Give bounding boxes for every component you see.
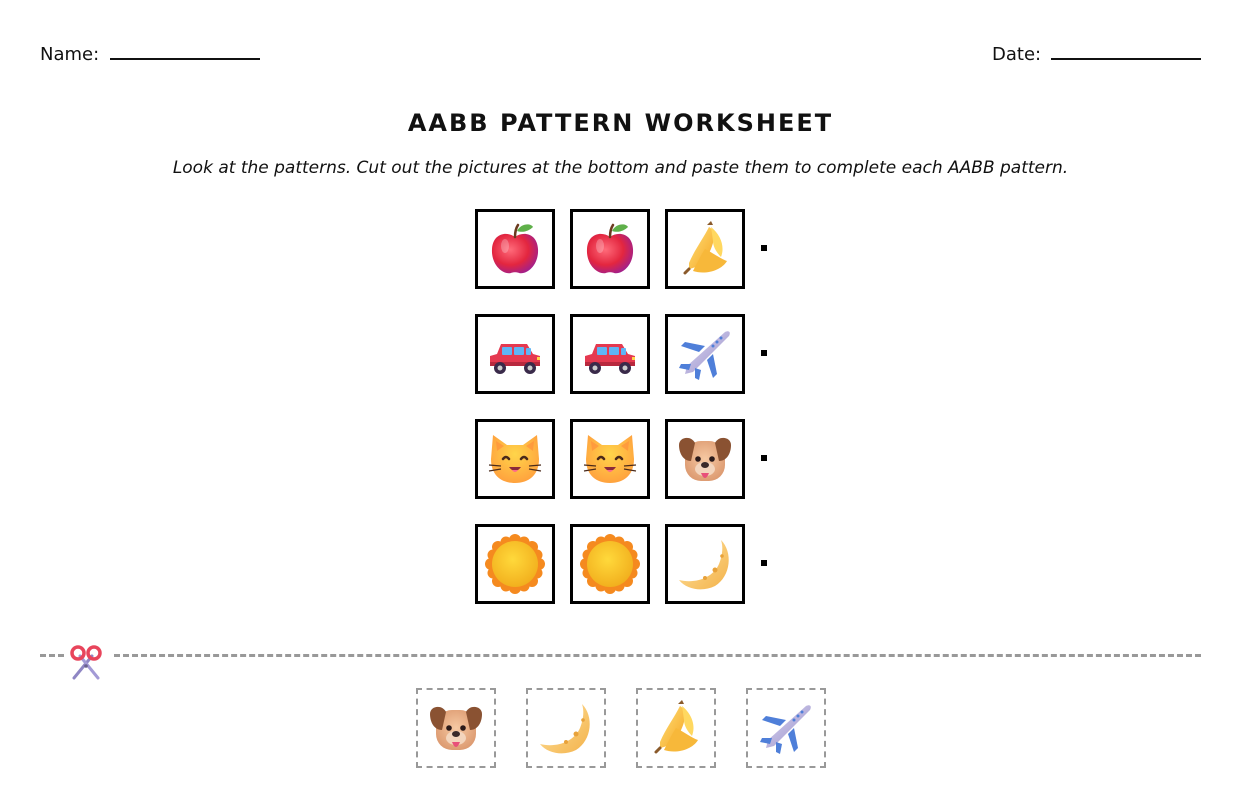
pattern-tile [570, 209, 650, 289]
date-field-line[interactable] [1051, 58, 1201, 60]
continuation-dot [761, 350, 767, 356]
crescent-moon-icon [675, 534, 735, 594]
instructions: Look at the patterns. Cut out the pictures at the bottom and paste them to complete each AABB pattern. [172, 158, 1069, 178]
car-icon [485, 324, 545, 384]
airplane-icon [675, 324, 735, 384]
cut-line [114, 654, 1201, 657]
pattern-tile [570, 524, 650, 604]
name-label: Name: [40, 44, 100, 65]
cutout-card[interactable] [636, 688, 716, 768]
continuation-dot [761, 560, 767, 566]
date-label: Date: [992, 44, 1042, 65]
name-field-line[interactable] [110, 58, 260, 60]
pattern-tile [665, 314, 745, 394]
pattern-tile [665, 209, 745, 289]
crescent-moon-icon [536, 698, 596, 758]
cutout-card[interactable] [416, 688, 496, 768]
cut-line [40, 654, 64, 657]
cat-face-icon [485, 429, 545, 489]
dog-face-icon [426, 698, 486, 758]
pattern-tile [475, 209, 555, 289]
pattern-tile [570, 314, 650, 394]
pattern-tile [665, 419, 745, 499]
sun-icon [580, 534, 640, 594]
sun-icon [485, 534, 545, 594]
banana-icon [646, 698, 706, 758]
continuation-dot [761, 245, 767, 251]
apple-icon [580, 219, 640, 279]
continuation-dot [761, 455, 767, 461]
car-icon [580, 324, 640, 384]
airplane-icon [756, 698, 816, 758]
pattern-tile [570, 419, 650, 499]
cutout-card[interactable] [746, 688, 826, 768]
banana-icon [675, 219, 735, 279]
apple-icon [485, 219, 545, 279]
pattern-tile [665, 524, 745, 604]
scissors-icon [68, 644, 104, 680]
pattern-tile [475, 524, 555, 604]
pattern-tile [475, 314, 555, 394]
dog-face-icon [675, 429, 735, 489]
pattern-tile [475, 419, 555, 499]
cutout-card[interactable] [526, 688, 606, 768]
cat-face-icon [580, 429, 640, 489]
worksheet-title: AABB PATTERN WORKSHEET [407, 109, 834, 137]
